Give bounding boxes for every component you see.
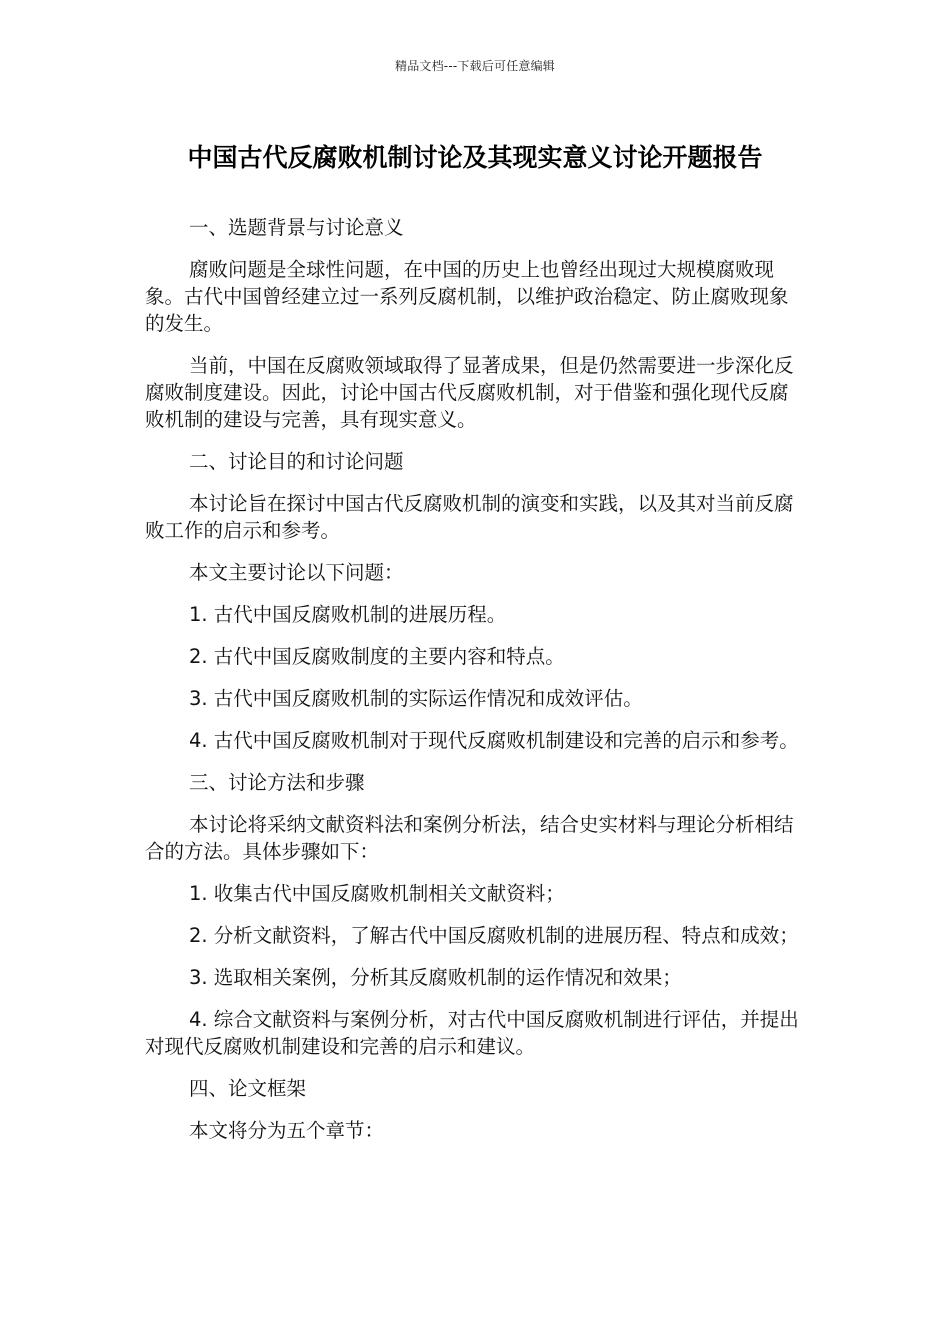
list-item: 3. 选取相关案例，分析其反腐败机制的运作情况和效果； [189,966,682,989]
list-item: 4. 古代中国反腐败机制对于现代反腐败机制建设和完善的启示和参考。 [189,729,799,752]
list-item: 2. 分析文献资料，了解古代中国反腐败机制的进展历程、特点和成效； [189,924,799,947]
paragraph: 本讨论旨在探讨中国古代反腐败机制的演变和实践，以及其对当前反腐败工作的启示和参考。 [145,492,794,542]
list-item: 2. 古代中国反腐败制度的主要内容和特点。 [189,645,565,668]
list-item: 1. 收集古代中国反腐败机制相关文献资料； [189,882,565,905]
list-item: 4. 综合文献资料与案例分析，对古代中国反腐败机制进行评估，并提出对现代反腐败机制建设和完善的启示和建议。 [145,1008,799,1058]
page-header: 精品文档---下载后可任意编辑 [395,59,555,73]
section-heading-purpose: 二、讨论目的和讨论问题 [189,450,404,473]
document-title: 中国古代反腐败机制讨论及其现实意义讨论开题报告 [187,143,763,172]
list-item: 1. 古代中国反腐败机制的进展历程。 [189,603,507,626]
document-body [145,214,805,1159]
list-item: 3. 古代中国反腐败机制的实际运作情况和成效评估。 [189,687,643,710]
paragraph: 本讨论将采纳文献资料法和案例分析法，结合史实材料与理论分析相结合的方法。具体步骤如下： [145,813,794,863]
section-heading-framework: 四、论文框架 [189,1077,307,1100]
paragraph: 当前，中国在反腐败领域取得了显著成果，但是仍然需要进一步深化反腐败制度建设。因此，讨论中国古代反腐败机制，对于借鉴和强化现代反腐败机制的建设与完善，具有现实意义。 [145,354,794,431]
paragraph: 本文主要讨论以下问题： [189,561,404,584]
section-heading-method: 三、讨论方法和步骤 [189,771,365,794]
paragraph: 本文将分为五个章节： [189,1119,385,1142]
paragraph: 腐败问题是全球性问题，在中国的历史上也曾经出现过大规模腐败现象。古代中国曾经建立过一系列反腐机制，以维护政治稳定、防止腐败现象的发生。 [145,258,789,335]
section-heading-background: 一、选题背景与讨论意义 [189,216,404,239]
